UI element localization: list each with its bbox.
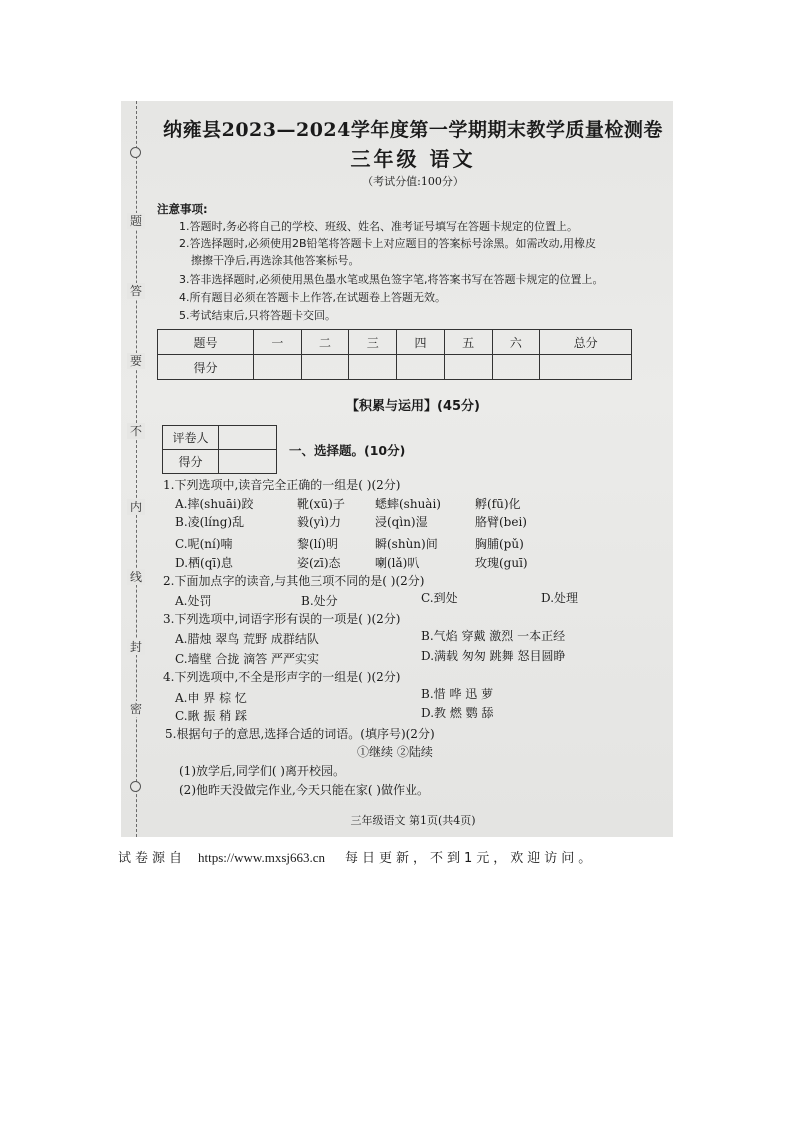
option: C.瞅 振 稍 踩 <box>175 709 248 723</box>
question-stem: 2.下面加点字的读音,与其他三项不同的是( )(2分) <box>163 574 425 588</box>
question-stem: 5.根据句子的意思,选择合适的词语。(填序号)(2分) <box>165 727 435 741</box>
option: A.摔(shuāi)跤 <box>175 497 254 511</box>
score-cell <box>444 355 492 380</box>
option: D.满载 匆匆 跳舞 怒目圆睁 <box>421 649 566 663</box>
option: 毅(yì)力 <box>297 515 341 529</box>
option: 蟋蟀(shuài) <box>375 497 441 511</box>
binding-char: 密 <box>127 701 145 717</box>
page-footer: 三年级语文 第1页(共4页) <box>350 814 476 827</box>
fill-line: (1)放学后,同学们( )离开校园。 <box>179 764 345 778</box>
source-url[interactable]: https://www.mxsj663.cn <box>198 850 326 865</box>
option: C.呢(ní)喃 <box>175 537 233 551</box>
grader-table <box>162 425 277 474</box>
score-table-row <box>158 355 632 380</box>
option: A.腊烛 翠鸟 荒野 成群结队 <box>175 632 319 646</box>
binding-dashed-line <box>136 101 138 837</box>
notice-item: 2.答选择题时,必须使用2B铅笔将答题卡上对应题目的答案标号涂黑。如需改动,用橡皮 <box>179 237 597 250</box>
score-cell: 得分 <box>158 355 254 380</box>
notice-item: 4.所有题目必须在答题卡上作答,在试题卷上答题无效。 <box>179 291 446 304</box>
option: 玫瑰(guī) <box>475 556 528 570</box>
grader-cell <box>219 450 277 474</box>
option: D.栖(qī)息 <box>175 556 233 570</box>
binding-char: 封 <box>127 639 145 655</box>
score-cell <box>349 355 397 380</box>
notice-item: 5.考试结束后,只将答题卡交回。 <box>179 309 336 322</box>
option: B.惜 哗 迅 萝 <box>421 687 494 701</box>
score-note: （考试分值:100分） <box>362 175 464 188</box>
question-stem: 1.下列选项中,读音完全正确的一组是( )(2分) <box>163 478 401 492</box>
binding-char: 线 <box>127 569 145 585</box>
option: 瞬(shùn)间 <box>375 537 438 551</box>
question-stem: 4.下列选项中,不全是形声字的一组是( )(2分) <box>163 670 401 684</box>
notice-item: 3.答非选择题时,必须使用黑色墨水笔或黑色签字笔,将答案书写在答题卡规定的位置上。 <box>179 273 604 286</box>
score-table <box>157 329 632 380</box>
notice-heading: 注意事项: <box>157 202 208 216</box>
binding-margin <box>121 101 155 837</box>
option: B.凌(líng)乱 <box>175 515 245 529</box>
score-cell: 六 <box>492 330 540 355</box>
option: 浸(qìn)湿 <box>375 515 428 529</box>
score-table-header <box>158 330 632 355</box>
option: 孵(fū)化 <box>475 497 521 511</box>
option: 靴(xū)子 <box>297 497 345 511</box>
score-cell <box>492 355 540 380</box>
notice-item: 擦擦干净后,再选涂其他答案标号。 <box>191 254 360 267</box>
grader-label: 评卷人 <box>163 426 219 450</box>
score-cell: 题号 <box>158 330 254 355</box>
word-choices: ①继续 ②陆续 <box>357 745 433 759</box>
exam-paper <box>157 101 669 837</box>
option: C.到处 <box>421 591 458 605</box>
score-cell <box>301 355 349 380</box>
option: B.气焰 穿戴 激烈 一本正经 <box>421 629 566 643</box>
source-prefix: 试卷源自 <box>118 851 187 866</box>
option: D.处理 <box>541 591 579 605</box>
option: D.教 燃 鹦 舔 <box>421 706 494 720</box>
binding-char: 不 <box>127 423 145 439</box>
score-cell <box>397 355 445 380</box>
option: B.处分 <box>301 594 338 608</box>
binding-hole-icon <box>130 781 141 792</box>
score-cell: 五 <box>444 330 492 355</box>
binding-char: 要 <box>127 353 145 369</box>
option: A.处罚 <box>175 594 212 608</box>
question-group-heading: 一、选择题。(10分) <box>289 443 406 458</box>
fill-line: (2)他昨天没做完作业,今天只能在家( )做作业。 <box>179 783 429 797</box>
binding-char: 答 <box>127 283 145 299</box>
section-heading: 【积累与运用】(45分) <box>346 399 480 414</box>
score-cell <box>540 355 632 380</box>
binding-char: 内 <box>127 499 145 515</box>
option: A.申 界 棕 忆 <box>175 691 247 705</box>
score-cell: 四 <box>397 330 445 355</box>
notice-item: 1.答题时,务必将自己的学校、班级、姓名、准考证号填写在答题卡规定的位置上。 <box>179 220 578 233</box>
grader-label: 得分 <box>163 450 219 474</box>
source-suffix: 每日更新，不到1元，欢迎访问。 <box>345 851 596 866</box>
exam-title: 纳雍县2023—2024学年度第一学期期末教学质量检测卷 <box>163 119 663 141</box>
score-cell <box>254 355 302 380</box>
exam-photo <box>121 101 673 837</box>
option: 黎(lí)明 <box>297 537 339 551</box>
source-line <box>118 847 595 866</box>
score-cell: 总分 <box>540 330 632 355</box>
score-cell: 二 <box>301 330 349 355</box>
grader-cell <box>219 426 277 450</box>
score-cell: 一 <box>254 330 302 355</box>
option: 胳臂(bei) <box>475 515 527 529</box>
binding-char: 题 <box>127 213 145 229</box>
exam-subtitle: 三年级 语文 <box>350 147 476 171</box>
option: 姿(zī)态 <box>297 556 341 570</box>
score-cell: 三 <box>349 330 397 355</box>
binding-hole-icon <box>130 147 141 158</box>
option: 胸脯(pǔ) <box>475 537 524 551</box>
option: 喇(lǎ)叭 <box>375 556 420 570</box>
question-stem: 3.下列选项中,词语字形有误的一项是( )(2分) <box>163 612 401 626</box>
option: C.墙壁 合拢 滴答 严严实实 <box>175 652 320 666</box>
